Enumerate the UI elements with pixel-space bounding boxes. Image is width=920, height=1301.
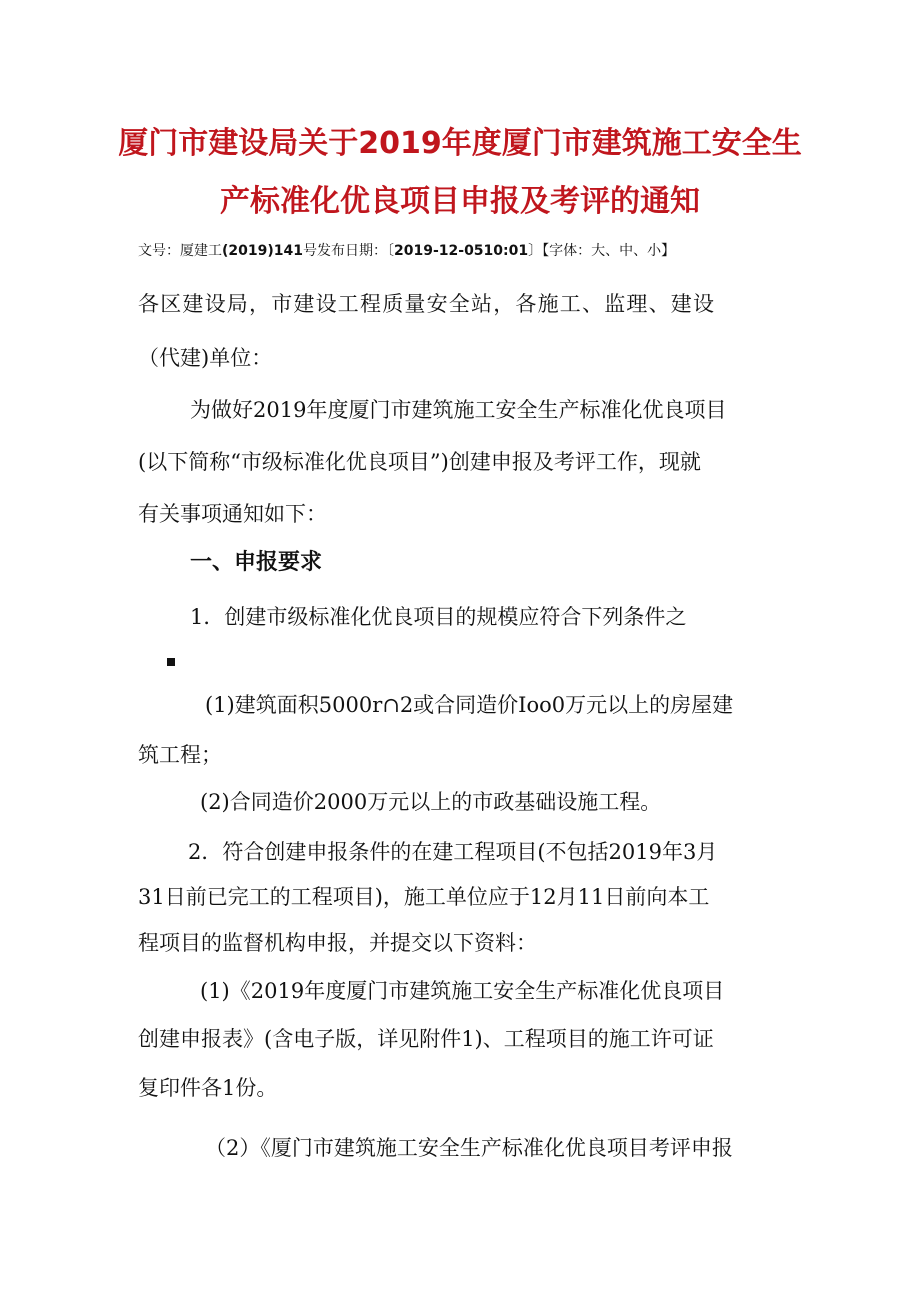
item-2-2-line-a: （2）《厦门市建筑施工安全生产标准化优良项目考评申报 bbox=[205, 1136, 733, 1160]
intro-line-3: 有关事项通知如下： bbox=[138, 502, 327, 526]
item-2-line-c: 程项目的监督机构申报，并提交以下资料： bbox=[138, 931, 537, 955]
addressee-line-1: 各区建设局，市建设工程质量安全站，各施工、监理、建设 bbox=[138, 292, 716, 316]
publish-date-label: 号发布日期：〔 bbox=[303, 243, 394, 259]
bullet-marker bbox=[167, 658, 175, 666]
font-size-selector[interactable]: 〕【字体：大、中、小】 bbox=[528, 243, 676, 259]
document-meta bbox=[138, 240, 675, 260]
intro-line-2: (以下简称“市级标准化优良项目”)创建申报及考评工作，现就 bbox=[138, 450, 701, 474]
item-1-1-line-a: (1)建筑面积5000r∩2或合同造价Ioo0万元以上的房屋建 bbox=[205, 693, 734, 717]
item-2-1-line-c: 复印件各1份。 bbox=[138, 1076, 278, 1100]
item-2-1-line-a: (1)《2019年度厦门市建筑施工安全生产标准化优良项目 bbox=[200, 979, 725, 1003]
item-1-1-line-b: 筑工程； bbox=[138, 743, 222, 767]
document-title-line-1: 厦门市建设局关于2019年度厦门市建筑施工安全生 bbox=[118, 126, 802, 161]
item-2-line-b: 31日前已完工的工程项目)，施工单位应于12月11日前向本工 bbox=[138, 885, 710, 909]
item-1-line: 1．创建市级标准化优良项目的规模应符合下列条件之 bbox=[190, 605, 687, 629]
item-1-2-line: (2)合同造价2000万元以上的市政基础设施工程。 bbox=[200, 790, 662, 814]
item-2-line-a: 2．符合创建申报条件的在建工程项目(不包括2019年3月 bbox=[188, 840, 718, 864]
doc-number-label: 文号：厦建工 bbox=[138, 243, 222, 259]
item-2-1-line-b: 创建申报表》(含电子版，详见附件1)、工程项目的施工许可证 bbox=[138, 1027, 714, 1051]
addressee-line-2: （代建)单位： bbox=[138, 346, 273, 370]
publish-date: 2019-12-0510:01 bbox=[394, 243, 529, 259]
section-heading-application-requirements: 一、申报要求 bbox=[190, 550, 323, 575]
doc-number: (2019)141 bbox=[222, 243, 303, 259]
document-title-line-2: 产标准化优良项目申报及考评的通知 bbox=[220, 184, 700, 219]
intro-line-1: 为做好2019年度厦门市建筑施工安全生产标准化优良项目 bbox=[190, 398, 727, 422]
